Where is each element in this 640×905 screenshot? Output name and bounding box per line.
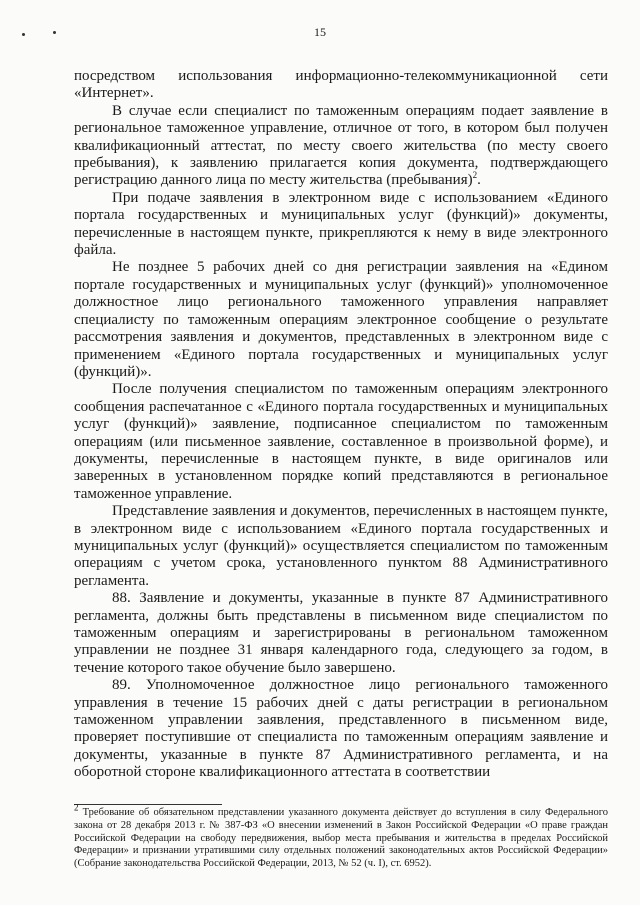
paragraph: При подаче заявления в электронном виде с использованием «Единого портала государственных и муниципальных услуг (функций)» документы, перечисленные в настоящем пункте, прикрепляются к нему в виде электронного файла. (74, 189, 608, 259)
footnote-reference[interactable]: 2 (472, 170, 478, 181)
footnote (74, 802, 608, 871)
paragraph: В случае если специалист по таможенным операциям подает заявление в региональное таможенное управление, отличное от того, в котором был получен квалификационный аттестат, по месту своего жительства (по месту своего пребывания), к заявлению прилагается копия документа, подтверждающего регистрацию данного лица по месту жительства (пребывания)$^2$. (74, 102, 608, 189)
paragraph-text: В случае если специалист по таможенным операциям подает заявление в региональное таможенное управление, отличное от того, в котором был получен квалификационный аттестат, по месту своего жительства (по месту своего пребывания), к заявлению прилагается копия документа, подтверждающего регистрацию данного лица по месту жительства (пребывания) (74, 102, 608, 189)
paragraph: посредством использования информационно-телекоммуникационной сети «Интернет». (74, 68, 608, 102)
footnote-marker: 2 (74, 802, 79, 813)
page-number: 15 (314, 25, 326, 39)
paragraph: Представление заявления и документов, перечисленных в настоящем пункте, в электронном виде с использованием «Единого портала государственных и муниципальных услуг (функций)» осуществляется специалистом по таможенным операциям с учетом срока, установленного пунктом 88 Административного регламента. (74, 503, 608, 589)
paragraph-88: 88. Заявление и документы, указанные в пункте 87 Административного регламента, должны быть представлены в письменном виде специалистом по таможенным операциям и зарегистрированы в региональном таможенном управлении не позднее 31 января календарного года, следующего за годом, в течение которого такое обучение было завершено. (74, 590, 608, 676)
body-text (74, 68, 608, 782)
paragraph: После получения специалистом по таможенным операциям электронного сообщения распечатанное с «Единого портала государственных и муниципальных услуг (функций)» заявление, подписанное специалистом по таможенным операциям (или письменное заявление, составленное в произвольной форме), и документы, перечисленные в настоящем пункте, в виде оригиналов или заверенных в установленном порядке копий представляются в региональное таможенное управление. (74, 381, 608, 502)
paragraph: Не позднее 5 рабочих дней со дня регистрации заявления на «Едином портале государственных и муниципальных услуг (функций)» уполномоченное должностное лицо регионального таможенного управления направляет специалисту по таможенным операциям электронное сообщение о результате рассмотрения заявления и документов, представленных в электронном виде с применением «Единого портала государственных и муниципальных услуг (функций)». (74, 259, 608, 380)
footnote-divider (74, 804, 222, 805)
paragraph-89: 89. Уполномоченное должностное лицо регионального таможенного управления в течение 15 рабочих дней с даты регистрации в региональном таможенном управлении заявления, представленного в письменном виде, проверяет поступившие от специалиста по таможенным операциям заявление и документы, указанные в пункте 87 Административного регламента, и на оборотной стороне квалификационного аттестата в соответствии (74, 677, 608, 781)
footnote-text: Требование об обязательном представлении указанного документа действует до вступления в силу Федерального закона от 28 декабря 2013 г. № 387-ФЗ «О внесении изменений в Закон Российской Федерации «О праве граждан Российской Федерации на свободу передвижения, выбор места пребывания и жительства в пределах Российской Федерации» и признании утратившими силу отдельных положений законодательных актов Российской Федерации» (Собрание законодательства Российской Федерации, 2013, № 52 (ч. I), ст. 6952). (74, 807, 608, 870)
